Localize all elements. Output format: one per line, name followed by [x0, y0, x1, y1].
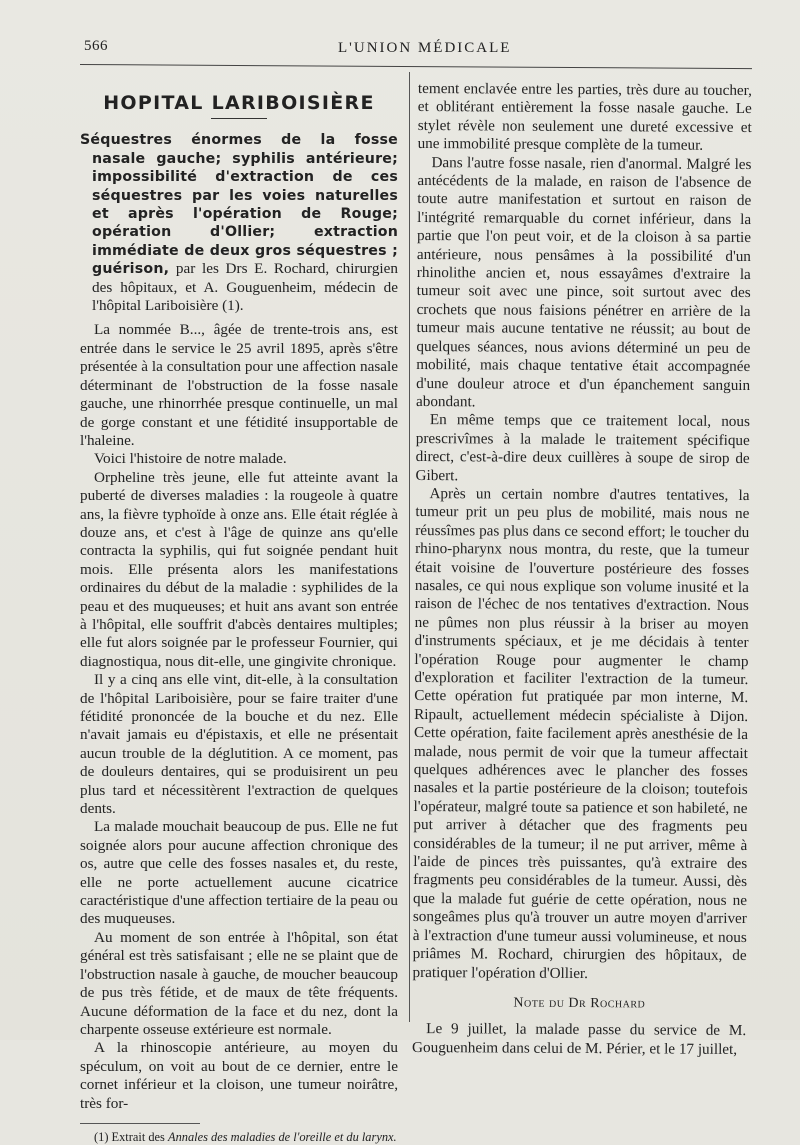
footnote-rule	[80, 1123, 200, 1124]
note-title: Note du Dr Rochard	[513, 995, 646, 1012]
column-rule	[409, 72, 410, 1022]
footnote-prefix: (1) Extrait des	[94, 1129, 165, 1144]
paragraph: En même temps que ce traitement local, nous prescrivîmes à la malade le traitement spécifique direct, c'est-à-dire deux cuillères à soupe de sirop de Gibert.	[415, 411, 750, 484]
paragraph: La malade mouchait beaucoup de pus. Elle ne fut soignée alors pour aucune affection chronique des os, autre que celle des fosses nasales et, du reste, elle ne porte actuellement aucune cicatrice caractéristique d'une affection tertiaire de la peau ou des muqueuses.	[80, 818, 398, 928]
paragraph: Voici l'histoire de notre malade.	[94, 450, 287, 468]
section-title: HOPITAL LARIBOISIÈRE	[103, 92, 375, 114]
title-rule	[211, 118, 267, 119]
paragraph: Orpheline très jeune, elle fut atteinte avant la puberté de diverses maladies : la rougeole à quatre ans, la fièvre typhoïde à onze ans. Elle était réglée à douze ans, et c'est à l'âge de quinze ans qu'elle contracta la syphilis, qui fut soignée pendant huit mois. Elle présenta alors les manifestations ordinaires du début de la maladie : syphilides de la peau et des muqueuses; et huit ans avant son entrée à l'hôpital, elle souffrit d'abcès dentaires multiples; elle fut alors soignée par le professeur Fournier, qui diagnostiqua, nous dit-elle, une gingivite chronique.	[80, 468, 398, 670]
paragraph: Au moment de son entrée à l'hôpital, son état général est très satisfaisant ; elle ne se plaint que de l'obstruction nasale à gauche, de moucher beaucoup de pus très fétide, et de maux de tête fréquents. Aucune déformation de la face et du nez, dont la charpente osseuse extérieure est normale.	[80, 928, 398, 1038]
header-rule	[80, 64, 752, 69]
page-number: 566	[84, 38, 108, 54]
footnote	[80, 1130, 398, 1145]
paragraph: Le 9 juillet, la malade passe du service de M. Gouguenheim dans celui de M. Périer, et le 17 juillet,	[412, 1020, 747, 1058]
footnote-source: Annales des maladies de l'oreille et du larynx.	[168, 1129, 397, 1144]
paragraph: Après un certain nombre d'autres tentatives, la tumeur prit un peu plus de mobilité, mais nous ne réussîmes pas plus dans ce second effort; le toucher du rhino-pharynx nous montra, du reste, que la tumeur était voisine de l'ouverture postérieure des fosses nasales, ce qui nous explique son volume inusité et la raison de l'échec de nos tentatives d'extraction. Nous ne pûmes non plus réussir à la briser au moyen d'instruments spéciaux, et je me décidais à tenter l'opération Rouge pour augmenter le champ d'exploration et faciliter l'extraction de la tumeur. Cette opération fut pratiquée par mon interne, M. Ripault, actuellement médecin spécialiste à Dijon. Cette opération, faite facilement après anesthésie de la malade, nous permit de voir que la tumeur affectait quelques adhérences avec le plancher des fosses nasales et la partie postérieure de la cloison; toutefois l'opérateur, malgré toute sa patience et son habileté, ne put arriver à détacher que des fragments peu considérables de la tumeur; il ne put arriver, même à l'aide de pinces très puissantes, qu'à extraire des fragments peu considérables de la tumeur. Aussi, dès que la malade fut guérie de cette opération, nous ne songeâmes plus qu'à trouver un autre moyen d'arriver à l'extraction d'une tumeur aussi volumineuse, et nous priâmes M. Rochard, chirurgien des hôpitaux, de pratiquer l'opération d'Ollier.	[412, 485, 750, 982]
right-column	[412, 80, 752, 1059]
article-title: Séquestres énormes de la fosse nasale gauche; syphilis antérieure; impossibilité d'extraction de ces séquestres par les voies naturelles et après l'opération de Rouge; opération d'Ollier; extraction immédiate de deux gros séquestres ; guérison,	[80, 132, 398, 278]
left-column	[80, 90, 398, 1145]
article-heading	[80, 131, 398, 315]
paragraph: Il y a cinq ans elle vint, dit-elle, à la consultation de l'hôpital Lariboisière, pour se faire traiter d'une fétidité prononcée de la bouche et du nez. Elle n'avait jamais eu d'épistaxis, et elle ne présentait aucun trouble de la déglutition. A ce moment, pas de douleurs dentaires, qui se produisirent un peu plus tard et nécessitèrent l'extraction de quelques dents.	[80, 671, 398, 818]
paragraph: A la rhinoscopie antérieure, au moyen du spéculum, on voit au bout de ce dernier, entre le cornet inférieur et la cloison, une tumeur noirâtre, très for-	[80, 1039, 398, 1112]
paragraph: tement enclavée entre les parties, très dure au toucher, et oblitérant entièrement la fosse nasale gauche. Le stylet révèle non seulement une dureté excessive et une immobilité presque complète de la tumeur.	[417, 80, 752, 154]
paragraph: Dans l'autre fosse nasale, rien d'anormal. Malgré les antécédents de la malade, en raison de l'absence de toute autre manifestation et surtout en raison de l'intégrité remarquable du cornet inférieur, dans la partie que l'on peut voir, et de la cloison à sa partie antérieure, nous pensâmes à la possibilité d'un rhinolithe ancien et, nous essayâmes d'extraire la tumeur soit avec une pince, soit surtout avec des crochets que nous faisions pénétrer en arrière de la tumeur mais aucune tentative ne réussit; au bout de quelques séances, nous avions déterminé un peu de mobilité, mais chaque tentative était accompagnée d'une douleur atroce et d'un épanchement sanguin abondant.	[415, 153, 752, 411]
journal-title: L'UNION MÉDICALE	[338, 40, 512, 56]
article-authors: par les Drs E. Rochard, chirurgien des hôpitaux, et A. Gouguenheim, médecin de l'hôpital Lariboisière (1).	[92, 260, 398, 315]
paragraph: La nommée B..., âgée de trente-trois ans, est entrée dans le service le 25 avril 1895, après s'être présentée à la consultation pour une affection nasale déterminant de l'obstruction de la fosse nasale gauche, une rhinorrhée presque continuelle, un mal de gorge constant et une fétidité insupportable de l'haleine.	[80, 321, 398, 449]
